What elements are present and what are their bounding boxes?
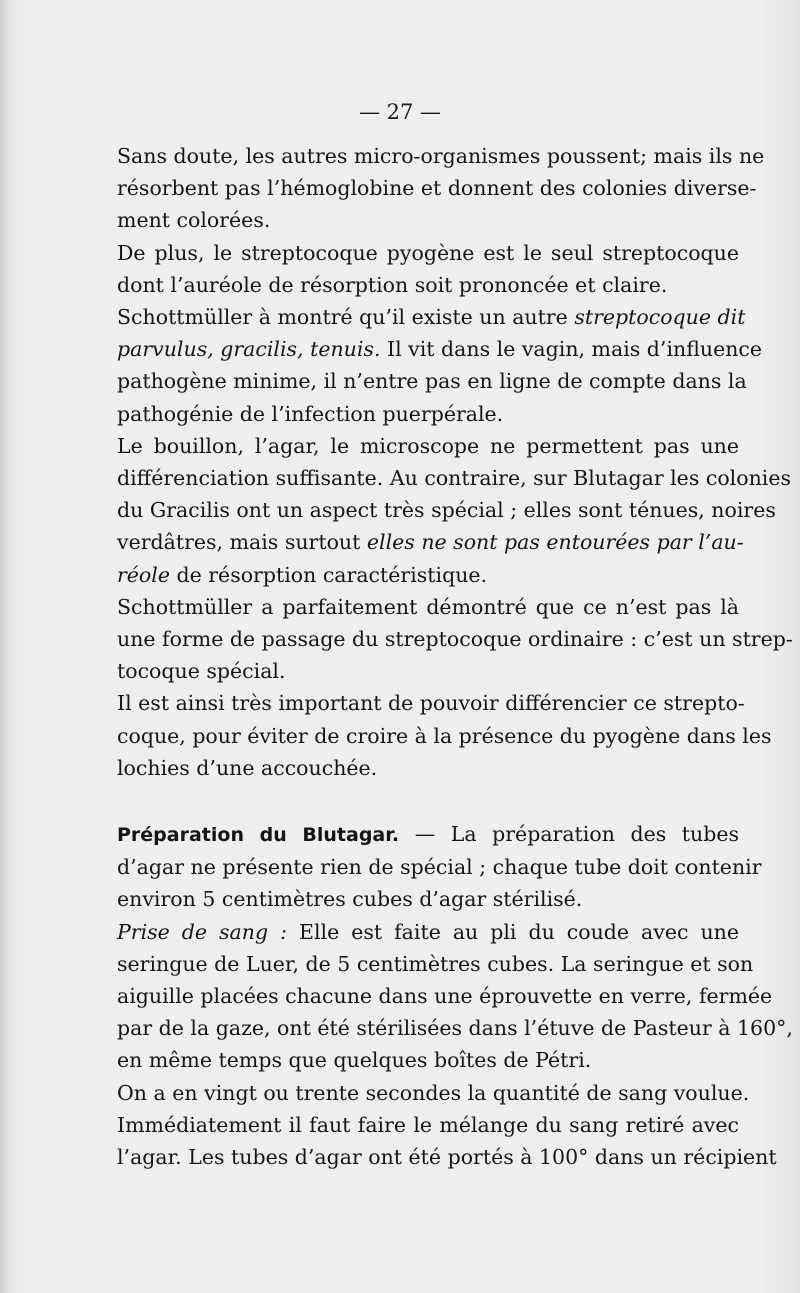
text-run: — La préparation des tubes <box>399 822 739 846</box>
page-number: — 27 — <box>358 100 442 124</box>
italic-run: réole <box>117 562 170 587</box>
text-line: l’agar. Les tubes d’agar ont été portés à 100° dans un récipient <box>117 1145 777 1170</box>
text-line: une forme de passage du streptocoque ordinaire : c’est un strep- <box>117 627 793 652</box>
section-heading: Préparation du Blutagar. <box>117 824 400 846</box>
text-line: environ 5 centimètres cubes d’agar stérilisé. <box>117 887 583 912</box>
text-line <box>117 916 739 948</box>
text-line <box>117 559 739 591</box>
text-run: Schottmüller à montré qu’il existe un autre <box>117 305 575 330</box>
immediat-paragraph <box>117 1109 777 1173</box>
text-line: par de la gaze, ont été stérilisées dans l’étuve de Pasteur à 160°, <box>117 1016 793 1041</box>
italic-run: Prise de sang : <box>117 919 288 944</box>
italic-run: elles ne sont pas entourées par l’au- <box>366 530 744 555</box>
text-line: dont l’auréole de résorption soit prononcée et claire. <box>117 272 668 297</box>
text-line: pathogénie de l’infection puerpérale. <box>117 401 504 426</box>
text-line: aiguille placées chacune dans une éprouvette en verre, fermée <box>117 984 773 1009</box>
paragraph-4 <box>117 430 791 591</box>
text-line: en même temps que quelques boîtes de Pétri. <box>117 1048 592 1073</box>
text-line: coque, pour éviter de croire à la présence du pyogène dans les <box>117 723 772 748</box>
text-line: Schottmüller a parfaitement démontré que ce n’est pas là <box>117 594 739 619</box>
paragraph-5 <box>117 591 793 688</box>
text-line: résorbent pas l’hémoglobine et donnent des colonies diverse- <box>117 176 757 201</box>
text-line: Le bouillon, l’agar, le microscope ne permettent pas une <box>117 433 739 458</box>
section-paragraph <box>117 818 762 916</box>
paragraph-2 <box>117 237 739 301</box>
text-line: seringue de Luer, de 5 centimètres cubes. La seringue et son <box>117 951 754 976</box>
text-line <box>117 818 739 851</box>
text-run: Il vit dans le vagin, mais d’influence <box>380 337 763 362</box>
text-line: ment colorées. <box>117 208 271 233</box>
text-run: de résorption caractéristique. <box>169 562 488 587</box>
paragraph-1 <box>117 140 765 237</box>
text-run: verdâtres, mais surtout <box>117 530 367 555</box>
text-line <box>117 526 744 558</box>
prise-paragraph <box>117 916 793 1077</box>
vingt-paragraph <box>117 1077 750 1109</box>
italic-run: streptocoque dit <box>574 305 746 330</box>
text-run: Elle est faite au pli du coude avec une <box>287 919 739 944</box>
text-line: pathogène minime, il n’entre pas en ligne de compte dans la <box>117 369 747 394</box>
body-text-upper <box>117 140 793 784</box>
text-line: Immédiatement il faut faire le mélange du sang retiré avec <box>117 1112 739 1137</box>
text-line: d’agar ne présente rien de spécial ; chaque tube doit contenir <box>117 855 762 880</box>
text-line: du Gracilis ont un aspect très spécial ; elles sont ténues, noires <box>117 498 776 523</box>
text-line: lochies d’une accouchée. <box>117 755 378 780</box>
text-line: Il est ainsi très important de pouvoir différencier ce strepto- <box>117 691 745 716</box>
text-line: Sans doute, les autres micro-organismes poussent; mais ils ne <box>117 144 765 168</box>
text-line: différenciation suffisante. Au contraire, sur Blutagar les colonies <box>117 466 791 491</box>
text-line <box>117 333 763 365</box>
italic-run: parvulus, gracilis, tenuis. <box>117 337 381 362</box>
text-line <box>117 301 746 333</box>
paragraph-3 <box>117 301 763 430</box>
text-line: De plus, le streptocoque pyogène est le seul streptocoque <box>117 240 739 265</box>
text-line: tocoque spécial. <box>117 659 286 684</box>
text-line: On a en vingt ou trente secondes la quantité de sang voulue. <box>117 1080 750 1105</box>
paragraph-6 <box>117 687 772 784</box>
body-text-lower <box>117 818 793 1173</box>
